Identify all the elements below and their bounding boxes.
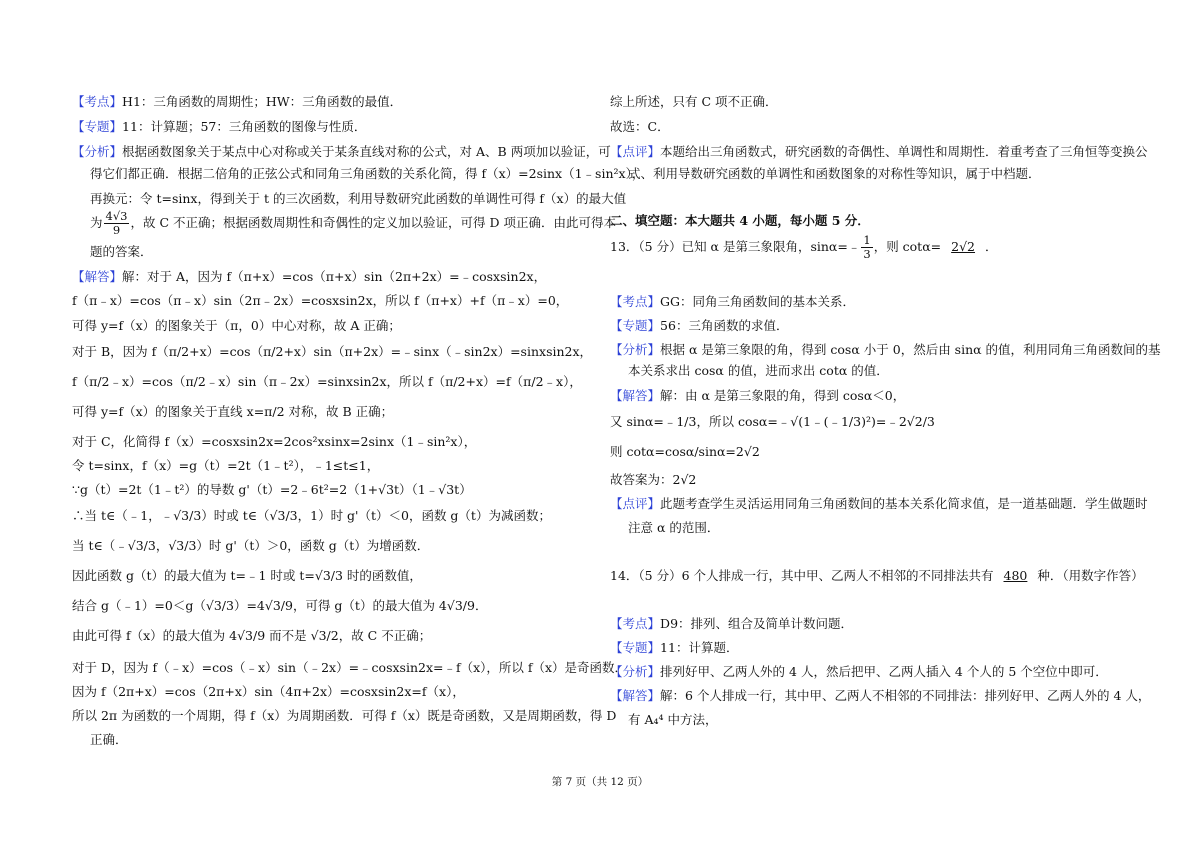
fraction <box>104 210 130 237</box>
q13-dianping-line-2: 注意 α 的范围． <box>628 520 720 535</box>
q13-fenxi-line-2: 本关系求出 cosα 的值，进而求出 cotα 的值． <box>628 363 889 378</box>
q14-answer: 480 <box>1003 568 1028 583</box>
fraction-denominator: 9 <box>112 223 121 238</box>
tag-fenxi: 【 分析 】 <box>72 144 122 159</box>
jieda-line-16: 因为 f（2π+x）=cos（2π+x）sin（4π+2x）=cosxsin2x=f（x）， <box>72 684 465 699</box>
q13-fenxi-line-1 <box>610 344 1161 357</box>
q13-jieda-line-3: 则 cotα=cosα/sinα=2√2 <box>610 444 760 459</box>
q13-jieda-line-2: 又 sinα=﹣1/3，所以 cosα=﹣√(1﹣(﹣1/3)²)=﹣2√2/3 <box>610 414 935 429</box>
q13-fenxi-text-1: 根据 α 是第三象限的角，得到 cosα 小于 0，然后由 sinα 的值，利用同角三角函数间的基 <box>660 342 1161 357</box>
tag-jieda: 【 解答 】 <box>610 688 660 703</box>
q14-fenxi-text: 排列好甲、乙两人外的 4 人，然后把甲、乙两人插入 4 个人的 5 个空位中即可． <box>660 664 1108 679</box>
jieda-line-6: 可得 y=f（x）的图象关于直线 x=π/2 对称，故 B 正确； <box>72 404 394 419</box>
kaodian-text: H1：三角函数的周期性；HW：三角函数的最值． <box>122 94 403 109</box>
kaodian-line <box>72 96 402 109</box>
tag-zhuanti: 【 专题 】 <box>72 119 122 134</box>
q13-zhuanti-line <box>610 320 788 333</box>
fenxi-text-1: 根据函数图象关于某点中心对称或关于某条直线对称的公式，对 A、B 两项加以验证，可 <box>122 144 611 159</box>
dianping-line-2: 式、利用导数研究函数的单调性和函数图象的对称性等知识，属于中档题． <box>628 166 1041 181</box>
page-footer: 第 7 页（共 12 页） <box>551 776 649 788</box>
q14-zhuanti-line <box>610 642 738 655</box>
q13-jieda-text-1: 解：由 α 是第三象限的角，得到 cosα＜0， <box>660 388 906 403</box>
tag-kaodian: 【 考点 】 <box>610 616 660 631</box>
q14-fenxi-line <box>610 666 1108 679</box>
zhuanti-text: 11：计算题；57：三角函数的图像与性质． <box>122 119 367 134</box>
jieda-text-1: 解：对于 A，因为 f（π+x）=cos（π+x）sin（2π+2x）=﹣cosxsin2x， <box>122 269 547 284</box>
q14-kaodian-text: D9：排列、组合及简单计数问题． <box>660 616 854 631</box>
jieda-line-10: ∴当 t∈（﹣1，﹣√3/3）时或 t∈（√3/3，1）时 g'（t）＜0，函数 g（t）为减函数； <box>72 508 551 523</box>
fenxi-text-4b: ，故 C 不正确；根据函数周期性和奇偶性的定义加以验证，可得 D 项正确．由此可得本 <box>130 215 616 231</box>
q14-text-b: 种．（用数字作答） <box>1037 568 1144 583</box>
jieda-line-1 <box>72 271 546 284</box>
jieda-line-3: 可得 y=f（x）的图象关于（π，0）中心对称，故 A 正确； <box>72 318 401 333</box>
jieda-line-7: 对于 C，化简得 f（x）=cosxsin2x=2cos²xsinx=2sinx（1﹣sin²x）， <box>72 434 477 449</box>
q13-text-a: 13．（5 分）已知 α 是第三象限角，sinα=﹣ <box>610 239 861 255</box>
section-heading: 二、填空题：本大题共 4 小题，每小题 5 分． <box>610 213 870 228</box>
fenxi-text-4a: 为 <box>90 215 103 231</box>
jieda-line-8: 令 t=sinx，f（x）=g（t）=2t（1﹣t²），﹣1≤t≤1， <box>72 458 380 473</box>
q13-question <box>610 234 998 261</box>
jieda-line-17: 所以 2π 为函数的一个周期，得 f（x）为周期函数．可得 f（x）既是奇函数，又是周期函数，得 D <box>72 708 617 723</box>
q14-jieda-text-1: 解：6 个人排成一行，其中甲、乙两人不相邻的不同排法：排列好甲、乙两人外的 4 人， <box>660 688 1151 703</box>
q14-kaodian-line <box>610 618 853 631</box>
q13-kaodian-line <box>610 296 855 309</box>
q13-jieda-line-4: 故答案为：2√2 <box>610 472 697 487</box>
jieda-line-14: 由此可得 f（x）的最大值为 4√3/9 而不是 √3/2，故 C 不正确； <box>72 628 432 643</box>
q13-text-c: ． <box>985 239 998 255</box>
q13-kaodian-text: GG：同角三角函数间的基本关系． <box>660 294 856 309</box>
fraction-numerator: 4√3 <box>105 209 128 223</box>
fenxi-line-2: 得它们都正确．根据二倍角的正弦公式和同角三角函数的关系化简，得 f（x）=2sinx（1﹣sin²x）， <box>90 166 645 181</box>
fenxi-line-1 <box>72 146 611 159</box>
q14-jieda-line-2: 有 A₄⁴ 中方法， <box>628 712 718 727</box>
tag-zhuanti: 【 专题 】 <box>610 318 660 333</box>
choice-line: 故选：C． <box>610 119 670 134</box>
q14-zhuanti-text: 11：计算题． <box>660 640 739 655</box>
fenxi-line-4 <box>90 210 616 237</box>
tag-jieda: 【 解答 】 <box>72 269 122 284</box>
q13-answer: 2√2 <box>951 239 976 255</box>
jieda-line-15: 对于 D，因为 f（﹣x）=cos（﹣x）sin（﹣2x）=﹣cosxsin2x=﹣f（x），所以 f（x）是奇函数． <box>72 660 628 675</box>
dianping-line-1 <box>610 146 1148 159</box>
tag-fenxi: 【 分析 】 <box>610 342 660 357</box>
tag-jieda: 【 解答 】 <box>610 388 660 403</box>
dianping-text-1: 本题给出三角函数式，研究函数的奇偶性、单调性和周期性．着重考查了三角恒等变换公 <box>660 144 1148 159</box>
tag-kaodian: 【 考点 】 <box>610 294 660 309</box>
tag-fenxi: 【 分析 】 <box>610 664 660 679</box>
fenxi-line-5: 题的答案． <box>90 244 153 259</box>
q14-jieda-line-1 <box>610 690 1150 703</box>
jieda-line-5: f（π/2﹣x）=cos（π/2﹣x）sin（π﹣2x）=sinxsin2x，所以 f（π/2+x）=f（π/2﹣x）， <box>72 374 582 389</box>
q13-dianping-line-1 <box>610 498 1148 511</box>
q13-fraction <box>861 234 872 261</box>
zhuanti-line <box>72 121 366 134</box>
jieda-line-13: 结合 g（﹣1）=0＜g（√3/3）=4√3/9，可得 g（t）的最大值为 4√3/9． <box>72 598 488 613</box>
tag-dianping: 【 点评 】 <box>610 496 660 511</box>
q13-dianping-text-1: 此题考查学生灵活运用同角三角函数间的基本关系化简求值，是一道基础题．学生做题时 <box>660 496 1148 511</box>
fraction-denominator: 3 <box>863 247 871 262</box>
jieda-line-2: f（π﹣x）=cos（π﹣x）sin（2π﹣2x）=cosxsin2x，所以 f（π+x）+f（π﹣x）=0， <box>72 293 569 308</box>
q13-text-b: ，则 cotα= <box>873 239 942 255</box>
tag-kaodian: 【 考点 】 <box>72 94 122 109</box>
q13-jieda-line-1 <box>610 390 905 403</box>
summary-line: 综上所述，只有 C 项不正确． <box>610 94 778 109</box>
q13-zhuanti-text: 56：三角函数的求值． <box>660 318 789 333</box>
tag-zhuanti: 【 专题 】 <box>610 640 660 655</box>
jieda-line-4: 对于 B，因为 f（π/2+x）=cos（π/2+x）sin（π+2x）=﹣sinx（﹣sin2x）=sinxsin2x， <box>72 344 593 359</box>
jieda-line-12: 因此函数 g（t）的最大值为 t=﹣1 时或 t=√3/3 时的函数值， <box>72 568 422 583</box>
fraction-numerator: 1 <box>863 233 871 247</box>
jieda-line-11: 当 t∈（﹣√3/3，√3/3）时 g'（t）＞0，函数 g（t）为增函数． <box>72 538 430 553</box>
q14-question <box>610 570 1144 583</box>
fenxi-line-3: 再换元：令 t=sinx，得到关于 t 的三次函数，利用导数研究此函数的单调性可得 f（x）的最大值 <box>90 191 627 206</box>
q14-text-a: 14．（5 分）6 个人排成一行，其中甲、乙两人不相邻的不同排法共有 <box>610 568 994 583</box>
jieda-line-9: ∵g（t）=2t（1﹣t²）的导数 g'（t）=2﹣6t²=2（1+√3t）（1﹣√3t） <box>72 482 472 497</box>
jieda-line-18: 正确． <box>90 732 128 747</box>
tag-dianping: 【 点评 】 <box>610 144 660 159</box>
